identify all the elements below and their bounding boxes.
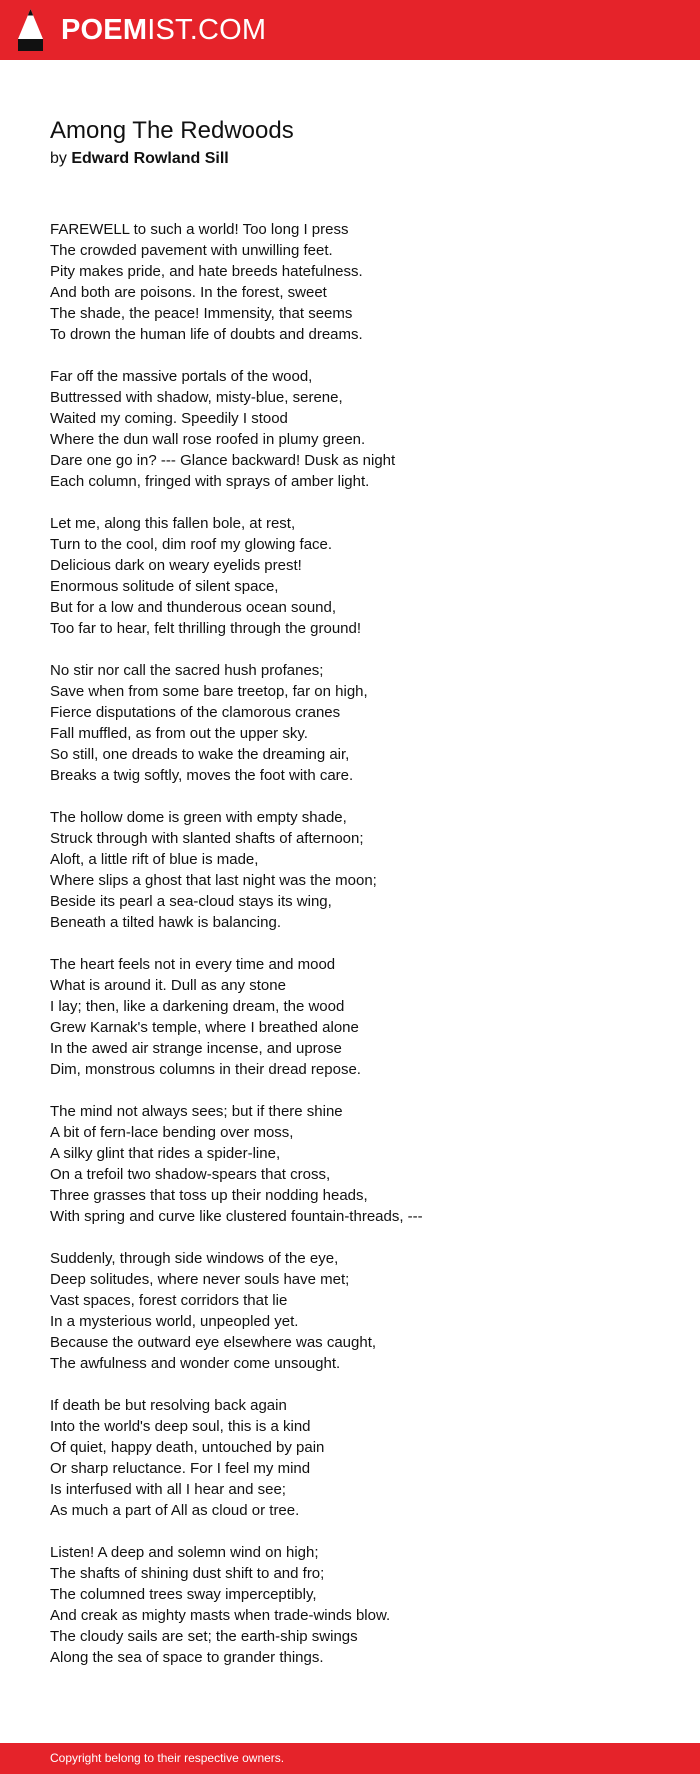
poem-line: I lay; then, like a darkening dream, the wood bbox=[50, 998, 345, 1015]
stanza bbox=[50, 513, 670, 639]
poem-line: Delicious dark on weary eyelids prest! bbox=[50, 557, 302, 574]
poem-line: And creak as mighty masts when trade-winds blow. bbox=[50, 1607, 391, 1624]
stanza bbox=[50, 219, 670, 345]
poem-line: FAREWELL to such a world! Too long I press bbox=[50, 221, 349, 238]
poem-line: Too far to hear, felt thrilling through the ground! bbox=[50, 620, 362, 637]
poem-line: So still, one dreads to wake the dreaming air, bbox=[50, 746, 350, 763]
site-footer bbox=[0, 1743, 700, 1774]
poem-title: Among The Redwoods bbox=[50, 117, 294, 144]
poem-line: Pity makes pride, and hate breeds hatefulness. bbox=[50, 263, 363, 280]
poem-line: Or sharp reluctance. For I feel my mind bbox=[50, 1460, 311, 1477]
poem-line: Enormous solitude of silent space, bbox=[50, 578, 279, 595]
stanza bbox=[50, 954, 670, 1080]
poem-line: With spring and curve like clustered fountain-threads, --- bbox=[50, 1208, 423, 1225]
stanza bbox=[50, 1395, 670, 1521]
poem-line: Listen! A deep and solemn wind on high; bbox=[50, 1544, 319, 1561]
poem-line: Far off the massive portals of the wood, bbox=[50, 368, 313, 385]
stanza bbox=[50, 366, 670, 492]
poem-line: In a mysterious world, unpeopled yet. bbox=[50, 1313, 299, 1330]
byline bbox=[50, 149, 229, 169]
poem-line: Of quiet, happy death, untouched by pain bbox=[50, 1439, 325, 1456]
poem-line: The mind not always sees; but if there shine bbox=[50, 1103, 343, 1120]
site-logo[interactable] bbox=[61, 12, 266, 48]
brand-name-light: IST.COM bbox=[147, 14, 267, 46]
poem-line: But for a low and thunderous ocean sound, bbox=[50, 599, 337, 616]
stanza bbox=[50, 660, 670, 786]
poem-line: Where slips a ghost that last night was the moon; bbox=[50, 872, 377, 889]
poem-line: Because the outward eye elsewhere was caught, bbox=[50, 1334, 377, 1351]
poem-line: Dim, monstrous columns in their dread repose. bbox=[50, 1061, 361, 1078]
poem-line: Turn to the cool, dim roof my glowing face. bbox=[50, 536, 333, 553]
poem-line: Where the dun wall rose roofed in plumy green. bbox=[50, 431, 366, 448]
poem-line: Struck through with slanted shafts of afternoon; bbox=[50, 830, 364, 847]
poem-line: Vast spaces, forest corridors that lie bbox=[50, 1292, 288, 1309]
poem-line: Aloft, a little rift of blue is made, bbox=[50, 851, 259, 868]
stanza bbox=[50, 1542, 670, 1668]
poem-line: Beneath a tilted hawk is balancing. bbox=[50, 914, 281, 931]
poem-line: Is interfused with all I hear and see; bbox=[50, 1481, 286, 1498]
poem-line: Grew Karnak's temple, where I breathed alone bbox=[50, 1019, 359, 1036]
poem-line: Deep solitudes, where never souls have met; bbox=[50, 1271, 350, 1288]
poem-line: The columned trees sway imperceptibly, bbox=[50, 1586, 317, 1603]
poem-line: Breaks a twig softly, moves the foot with care. bbox=[50, 767, 354, 784]
poem-line: Dare one go in? --- Glance backward! Dusk as night bbox=[50, 452, 396, 469]
poem-line: The awfulness and wonder come unsought. bbox=[50, 1355, 341, 1372]
poem-line: As much a part of All as cloud or tree. bbox=[50, 1502, 300, 1519]
poem-line: Let me, along this fallen bole, at rest, bbox=[50, 515, 296, 532]
poem-line: Along the sea of space to grander things. bbox=[50, 1649, 324, 1666]
poem-line: On a trefoil two shadow-spears that cross, bbox=[50, 1166, 331, 1183]
poem-line: Waited my coming. Speedily I stood bbox=[50, 410, 288, 427]
poem-line: If death be but resolving back again bbox=[50, 1397, 287, 1414]
poem-line: To drown the human life of doubts and dreams. bbox=[50, 326, 363, 343]
poem-line: Buttressed with shadow, misty-blue, serene, bbox=[50, 389, 343, 406]
poem-line: Suddenly, through side windows of the eye, bbox=[50, 1250, 339, 1267]
poem-line: The heart feels not in every time and mood bbox=[50, 956, 336, 973]
poem-line: Each column, fringed with sprays of amber light. bbox=[50, 473, 370, 490]
poem-line: Fall muffled, as from out the upper sky. bbox=[50, 725, 308, 742]
poem-line: Beside its pearl a sea-cloud stays its wing, bbox=[50, 893, 332, 910]
poem-line: In the awed air strange incense, and uprose bbox=[50, 1040, 342, 1057]
poem-line: Three grasses that toss up their nodding heads, bbox=[50, 1187, 368, 1204]
poem-line: The hollow dome is green with empty shade, bbox=[50, 809, 347, 826]
poem-line: And both are poisons. In the forest, sweet bbox=[50, 284, 327, 301]
author-name: Edward Rowland Sill bbox=[71, 150, 229, 167]
poem-body bbox=[50, 219, 670, 1689]
pencil-tip-icon[interactable] bbox=[18, 9, 43, 51]
poem-line: What is around it. Dull as any stone bbox=[50, 977, 286, 994]
poem-line: Save when from some bare treetop, far on high, bbox=[50, 683, 368, 700]
poem-line: Fierce disputations of the clamorous cranes bbox=[50, 704, 341, 721]
poem-line: The crowded pavement with unwilling feet. bbox=[50, 242, 333, 259]
poem-line: No stir nor call the sacred hush profanes; bbox=[50, 662, 324, 679]
stanza bbox=[50, 1101, 670, 1227]
poem-line: The shafts of shining dust shift to and fro; bbox=[50, 1565, 325, 1582]
brand-name-bold: POEM bbox=[61, 14, 148, 46]
poem-line: A silky glint that rides a spider-line, bbox=[50, 1145, 281, 1162]
by-label: by bbox=[50, 150, 67, 167]
poem-line: Into the world's deep soul, this is a kind bbox=[50, 1418, 311, 1435]
poem-line: A bit of fern-lace bending over moss, bbox=[50, 1124, 294, 1141]
site-header bbox=[0, 0, 700, 60]
poem-line: The shade, the peace! Immensity, that seems bbox=[50, 305, 353, 322]
stanza bbox=[50, 807, 670, 933]
poem-line: The cloudy sails are set; the earth-ship swings bbox=[50, 1628, 358, 1645]
copyright-notice: Copyright belong to their respective owners. bbox=[50, 1751, 285, 1765]
stanza bbox=[50, 1248, 670, 1374]
